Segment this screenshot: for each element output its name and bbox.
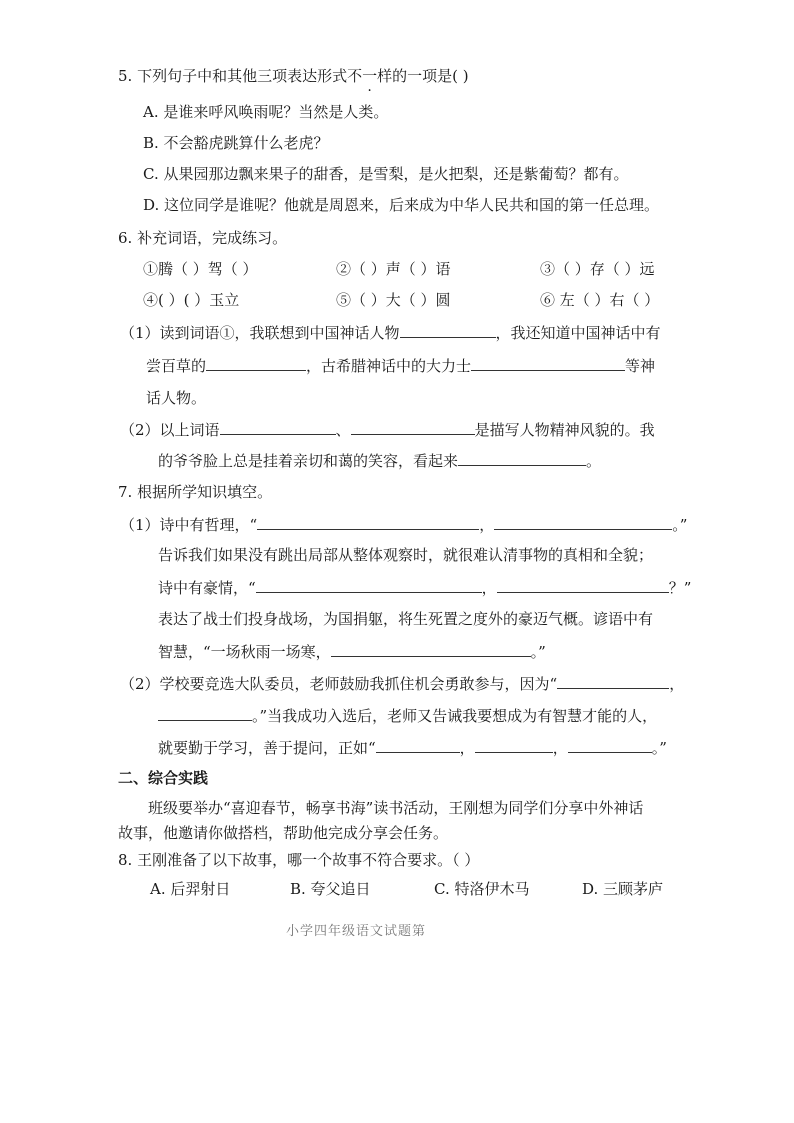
q5-option-a: A. 是谁来呼风唤雨呢？当然是人类。 bbox=[143, 103, 389, 121]
q6-part1-line2 bbox=[146, 355, 655, 376]
page-footer: 小学四年级语文试题第 bbox=[286, 924, 427, 939]
q7-blank-proverb[interactable] bbox=[331, 641, 531, 657]
section-intro-line2: 故事，他邀请你做搭档，帮助他完成分享会任务。 bbox=[118, 824, 449, 842]
q7-part1-text-i: 智慧，“一场秋雨一场寒， bbox=[158, 643, 331, 661]
q7-blank-chance-1[interactable] bbox=[557, 673, 669, 689]
q7-part1-line1 bbox=[120, 514, 687, 535]
q8-option-d: D. 三顾茅庐 bbox=[582, 880, 664, 898]
q6-stem: 6. 补充词语，完成练习。 bbox=[118, 229, 288, 247]
q7-blank-heroic-2[interactable] bbox=[497, 577, 669, 593]
q5-option-c: C. 从果园那边飘来果子的甜香，是雪梨，是火把梨，还是紫葡萄？都有。 bbox=[143, 165, 629, 183]
q6-part1-text-a: （1）读到词语①，我联想到中国神话人物 bbox=[120, 324, 400, 342]
q6-part1-text-e: 等神 bbox=[625, 357, 656, 375]
q7-blank-chance-2[interactable] bbox=[158, 705, 252, 721]
q7-part1-line4: 表达了战士们投身战场，为国捐躯，将生死置之度外的豪迈气概。谚语中有 bbox=[158, 610, 654, 628]
q7-part1-text-g: ？” bbox=[668, 579, 692, 597]
q6-word-1: ①腾（ ）驾（ ） bbox=[143, 260, 258, 278]
section-intro-line1: 班级要举办“喜迎春节，畅享书海”读书活动，王刚想为同学们分享中外神话 bbox=[148, 799, 644, 817]
q6-part2-line2 bbox=[158, 450, 601, 471]
q8-stem: 8. 王刚准备了以下故事，哪一个故事不符合要求。（ ） bbox=[118, 851, 480, 869]
q6-part2-text-e: 。 bbox=[586, 452, 602, 470]
page-footer-clip bbox=[286, 920, 486, 939]
q6-blank-word-1[interactable] bbox=[220, 419, 336, 435]
q7-blank-philosophy-2[interactable] bbox=[494, 514, 672, 530]
q6-part2-line1 bbox=[120, 419, 655, 440]
q7-part2-text-d: 就要勤于学习，善于提问，正如“ bbox=[158, 739, 376, 757]
q6-part1-line1 bbox=[120, 322, 661, 343]
q6-blank-myth-figure[interactable] bbox=[400, 322, 496, 338]
q6-blank-strongman[interactable] bbox=[471, 355, 625, 371]
q7-part1-line2: 告诉我们如果没有跳出局部从整体观察时，就很难认清事物的真相和全貌； bbox=[158, 546, 654, 564]
q7-part2-text-e: ， bbox=[459, 739, 475, 757]
q7-part1-text-a: （1）诗中有哲理，“ bbox=[120, 516, 258, 534]
q6-part1-text-d: ，古希腊神话中的大力士 bbox=[306, 357, 472, 375]
q7-part1-line5 bbox=[158, 641, 546, 662]
q7-part2-line3 bbox=[158, 737, 667, 758]
q6-word-6: ⑥ 左（ ）右（ ） bbox=[540, 291, 660, 309]
q8-option-b: B. 夸父追日 bbox=[290, 880, 371, 898]
q6-part2-text-b: 、 bbox=[335, 421, 351, 439]
q7-part2-line2 bbox=[158, 705, 657, 726]
q7-blank-study-2[interactable] bbox=[475, 737, 553, 753]
q7-part1-text-e: 诗中有豪情，“ bbox=[158, 579, 256, 597]
q7-blank-philosophy-1[interactable] bbox=[257, 514, 479, 530]
q5-stem bbox=[118, 66, 469, 86]
q6-word-4: ④( ）( ）玉立 bbox=[143, 291, 240, 309]
q7-part1-text-c: 。” bbox=[672, 516, 688, 534]
q8-option-c: C. 特洛伊木马 bbox=[434, 880, 530, 898]
q7-blank-study-1[interactable] bbox=[376, 737, 460, 753]
q6-blank-word-2[interactable] bbox=[351, 419, 475, 435]
q7-part1-text-j: 。” bbox=[530, 643, 546, 661]
q8-option-a: A. 后羿射日 bbox=[150, 880, 231, 898]
q5-option-b: B. 不会豁虎跳算什么老虎？ bbox=[143, 134, 329, 152]
q7-blank-heroic-1[interactable] bbox=[256, 577, 482, 593]
q7-part2-text-f: ， bbox=[552, 739, 568, 757]
q7-blank-study-3[interactable] bbox=[568, 737, 652, 753]
q6-part1-text-c: 尝百草的 bbox=[146, 357, 207, 375]
q6-part1-text-b: ，我还知道中国神话中有 bbox=[495, 324, 661, 342]
q5-stem-text-b: 的一项是( ) bbox=[392, 67, 469, 85]
q7-part2-text-c: 。”当我成功入选后，老师又告诫我要想成为有智慧才能的人， bbox=[252, 707, 658, 725]
section-title: 二、综合实践 bbox=[118, 769, 209, 787]
q6-part2-text-d: 的爷爷脸上总是挂着亲切和蔼的笑容，看起来 bbox=[158, 452, 459, 470]
q7-part1-text-f: ， bbox=[481, 579, 497, 597]
q7-stem: 7. 根据所学知识填空。 bbox=[118, 483, 273, 501]
q5-option-d: D. 这位同学是谁呢？他就是周恩来，后来成为中华人民共和国的第一任总理。 bbox=[143, 196, 660, 214]
q6-part2-text-c: 是描写人物精神风貌的。我 bbox=[474, 421, 655, 439]
q7-part2-text-a: （2）学校要竞选大队委员，老师鼓励我抓住机会勇敢参与，因为“ bbox=[120, 675, 558, 693]
q7-part2-text-b: ， bbox=[669, 675, 685, 693]
q6-blank-herb-taster[interactable] bbox=[206, 355, 306, 371]
q5-stem-emphasis: 不一样 bbox=[347, 67, 393, 85]
q6-word-3: ③（ ）存（ ）远 bbox=[540, 260, 655, 278]
q6-word-5: ⑤（ ）大（ ）圆 bbox=[336, 291, 451, 309]
q7-part2-line1 bbox=[120, 673, 684, 694]
q6-blank-grandpa[interactable] bbox=[458, 450, 586, 466]
q6-part1-line3: 话人物。 bbox=[146, 389, 207, 407]
q6-part2-text-a: （2）以上词语 bbox=[120, 421, 220, 439]
q7-part2-text-g: 。” bbox=[651, 739, 667, 757]
q5-stem-text-a: 5. 下列句子中和其他三项表达形式 bbox=[118, 67, 348, 85]
q7-part1-line3 bbox=[158, 577, 691, 598]
q7-part1-text-b: ， bbox=[479, 516, 495, 534]
q6-word-2: ②（ ）声（ ）语 bbox=[336, 260, 451, 278]
